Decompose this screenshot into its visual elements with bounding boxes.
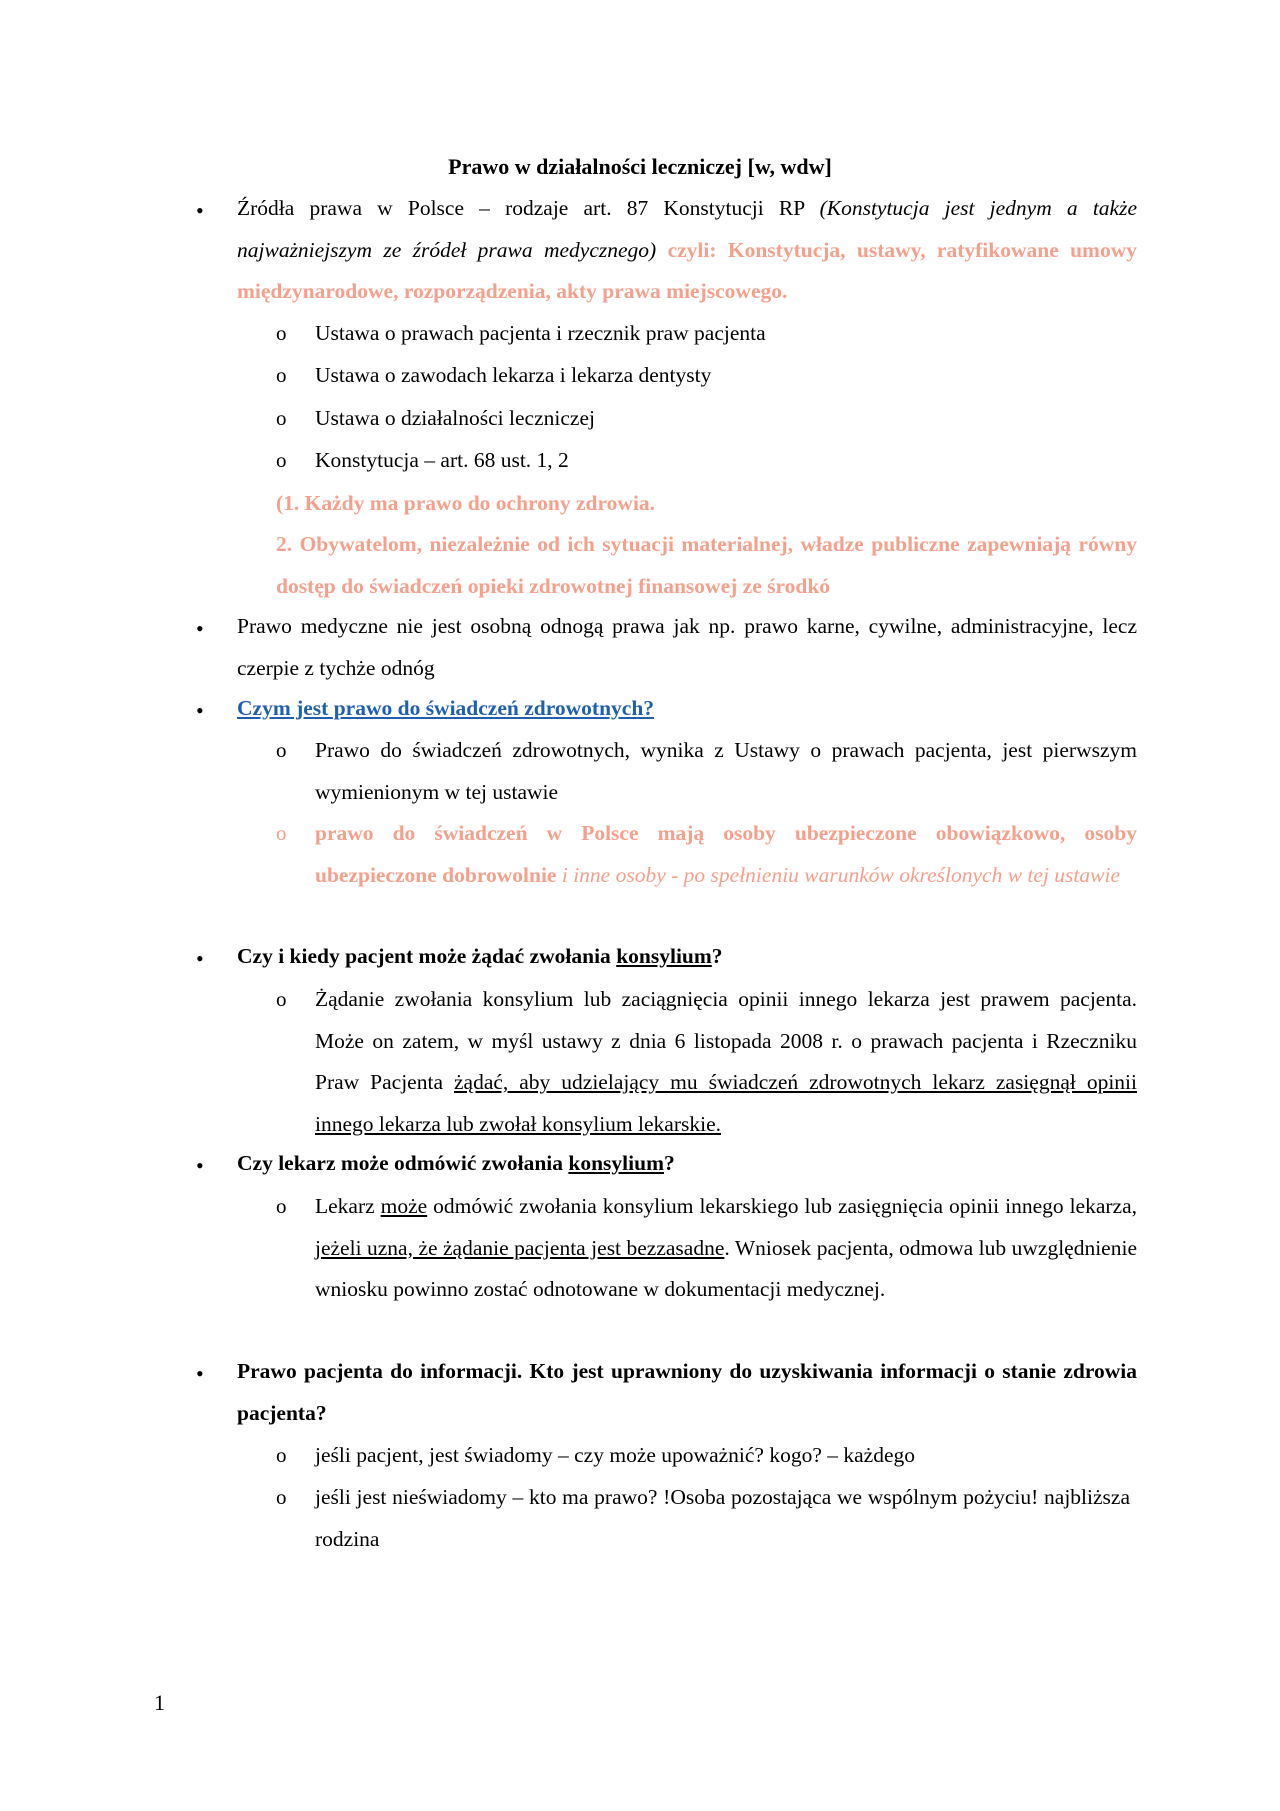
list-item: Ustawa o działalności leczniczej [315,406,595,430]
health-services-link[interactable] [237,688,1137,730]
consilium-right-text: Żądanie zwołania konsylium lub zaciągnięcia opinii innego lekarza jest prawem pacjenta. Może on zatem, w myśl ustawy z dnia 6 listopada 2008 r. o prawach pacjenta i Rzeczniku Praw Pacjenta [315,987,1137,1094]
patient-information-heading: Prawo pacjenta do informacji. Kto jest uprawniony do uzyskiwania informacji o stanie zdrowia pacjenta? [237,1359,1137,1425]
bullet-icon: • [196,198,204,223]
bullet-icon: • [196,698,204,723]
sources-paragraph [237,188,1137,313]
sources-italic-note: (Konstytucja jest jednym a także najważniejszym ze źródeł prawa medycznego) [237,196,1137,262]
sub-bullet-icon: o [276,1194,287,1218]
list-item: Konstytucja – art. 68 ust. 1, 2 [315,448,569,472]
heading-punct: ? [711,944,723,968]
constitution-quote-2: 2. Obywatelom, niezależnie od ich sytuacji materialnej, władze publiczne zapewniają równy dostęp do świadczeń opieki zdrowotnej finansowej ze środkó [276,532,1137,598]
constitution-quote-1: (1. Każdy ma prawo do ochrony zdrowia. [276,491,656,515]
medical-law-paragraph: Prawo medyczne nie jest osobną odnogą prawa jak np. prawo karne, cywilne, administracyjne, lecz czerpie z tychże odnóg [237,614,1137,680]
refusal-text-b: odmówić zwołania konsylium lekarskiego lub zasięgnięcia opinii innego lekarza, [427,1194,1138,1218]
consilium-right-underlined: żądać, aby udzielający mu świadczeń zdrowotnych lekarz zasięgnął opinii innego lekarza lub zwołał konsylium lekarskie. [315,1070,1137,1136]
heading-text: Czy i kiedy pacjent może żądać zwołania [237,944,617,968]
sources-list-highlight: czyli: Konstytucja, ustawy, ratyfikowane umowy międzynarodowe, rozporządzenia, akty prawa miejscowego. [237,237,1137,303]
refusal-underlined-1: może [380,1194,428,1218]
sub-bullet-icon: o [276,1443,287,1467]
page-number: 1 [154,1690,165,1715]
bullet-icon: • [196,946,204,971]
bullet-icon: • [196,1361,204,1386]
refusal-text-c: . Wniosek pacjenta, odmowa lub uwzględnienie wniosku powinno zostać odnotowane w dokumentacji medycznej. [315,1235,1137,1301]
sub-bullet-icon: o [276,363,287,387]
page-title: Prawo w działalności leczniczej [w, wdw] [448,154,832,179]
consilium-refusal-heading [237,1143,1137,1185]
bullet-icon: • [196,1153,204,1178]
heading-underlined: konsylium [616,944,712,968]
list-item [315,979,1137,1145]
list-item: jeśli jest nieświadomy – kto ma prawo? !Osoba pozostająca we wspólnym pożyciu! najbliższa rodzina [315,1485,1130,1551]
sub-bullet-icon: o [276,321,287,345]
sub-bullet-icon: o [276,448,287,472]
other-persons-text: i inne osoby - po spełnieniu warunków określonych w tej ustawie [561,862,1120,887]
heading-punct: ? [664,1151,675,1175]
list-item [315,813,1137,896]
consilium-request-heading [237,936,1137,978]
sub-bullet-icon: o [276,987,287,1011]
list-item [315,1186,1137,1311]
heading-underlined: konsylium [568,1151,664,1175]
sub-bullet-icon: o [276,1485,287,1509]
refusal-text-a: Lekarz [315,1194,381,1218]
list-item: Ustawa o zawodach lekarza i lekarza dentysty [315,363,712,387]
sources-text: Źródła prawa w Polsce – rodzaje art. 87 Konstytucji RP [237,196,805,220]
list-item: jeśli pacjent, jest świadomy – czy może upoważnić? kogo? – każdego [315,1443,916,1467]
refusal-underlined-2: jeżeli uzna, że żądanie pacjenta jest bezzasadne [315,1235,725,1260]
sub-bullet-icon: o [276,738,287,762]
health-services-link-text[interactable]: Czym jest prawo do świadczeń zdrowotnych? [237,696,655,720]
list-item: Prawo do świadczeń zdrowotnych, wynika z Ustawy o prawach pacjenta, jest pierwszym wymienionym w tej ustawie [315,738,1137,804]
sub-bullet-icon: o [276,406,287,430]
heading-text: Czy lekarz może odmówić zwołania [237,1151,569,1175]
list-item: Ustawa o prawach pacjenta i rzecznik praw pacjenta [315,321,766,345]
insured-persons-text: prawo do świadczeń w Polsce mają osoby ubezpieczone obowiązkowo, osoby ubezpieczone dobrowolnie [315,821,1137,887]
bullet-icon: • [196,616,204,641]
sub-bullet-icon: o [276,821,287,845]
